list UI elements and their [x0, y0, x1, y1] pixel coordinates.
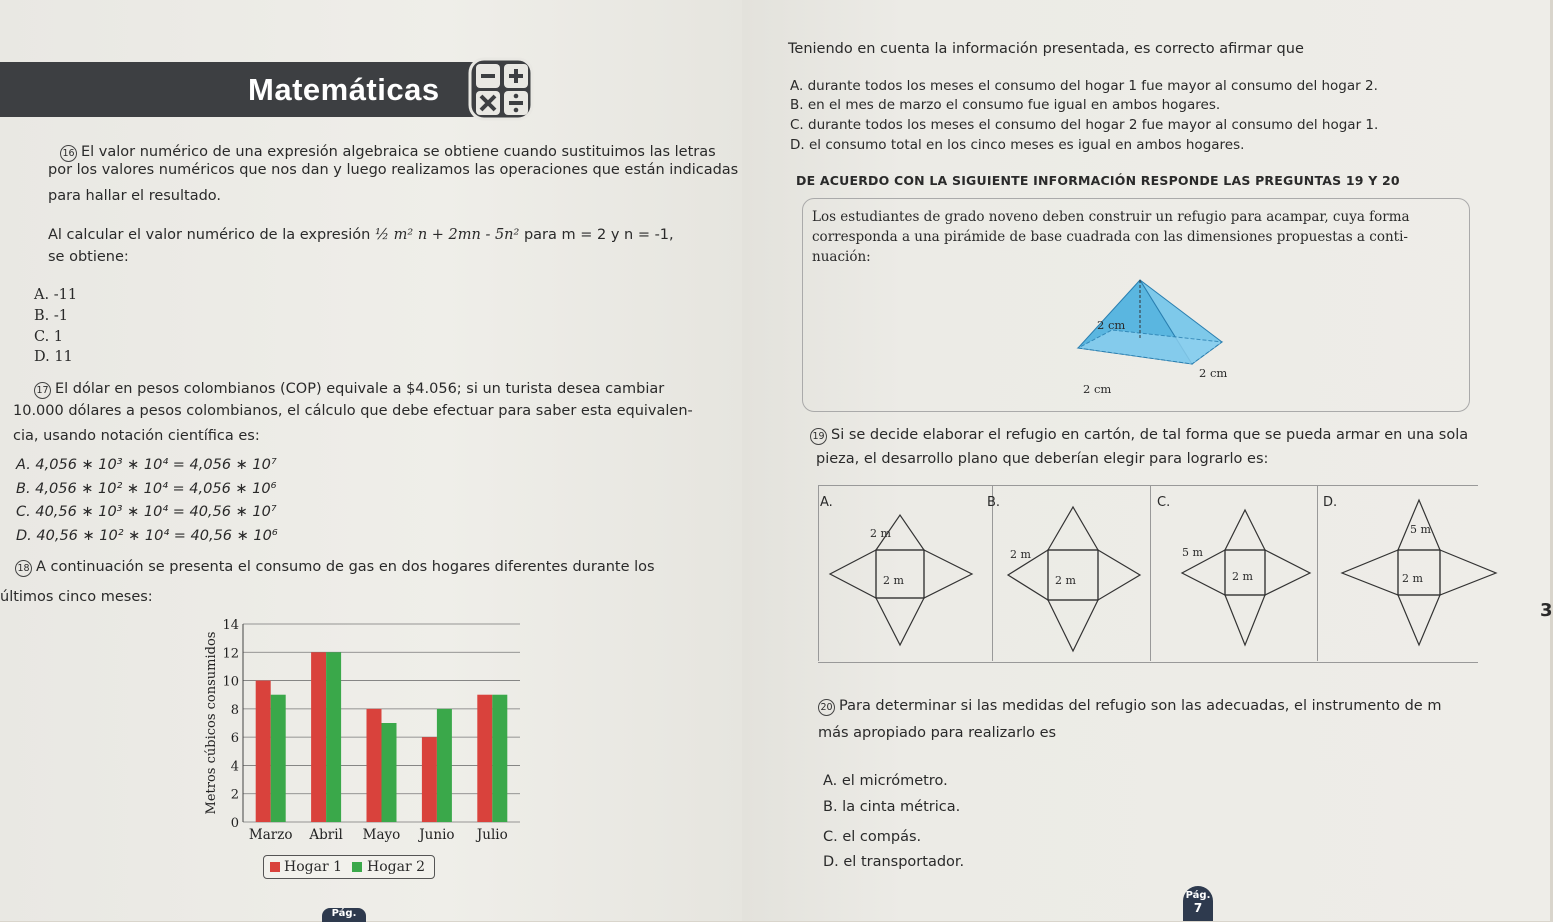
y-tick-label: 0: [230, 816, 239, 831]
grid-divider-3: [1317, 486, 1318, 661]
q20-number: 20: [818, 699, 835, 716]
q16-intro-line2: por los valores numéricos que nos dan y luego realizamos las operaciones que están indicadas: [48, 162, 739, 178]
pyramid-side-right-label: 2 cm: [1199, 366, 1228, 380]
section-heading: DE ACUERDO CON LA SIGUIENTE INFORMACIÓN RESPONDE LAS PREGUNTAS 19 Y 20: [796, 173, 1400, 188]
legend-swatch-hogar-2: [352, 862, 362, 872]
q17-option-a[interactable]: A. 4,056 ∗ 10³ ∗ 10⁴ = 4,056 ∗ 10⁷: [16, 457, 277, 473]
context-line1: Los estudiantes de grado noveno deben construir un refugio para acampar, cuya forma: [812, 209, 1410, 225]
pyramid-height-label: 2 cm: [1097, 318, 1126, 332]
q17-option-d[interactable]: D. 40,56 ∗ 10² ∗ 10⁴ = 40,56 ∗ 10⁶: [16, 528, 278, 544]
q17-option-b[interactable]: B. 4,056 ∗ 10² ∗ 10⁴ = 4,056 ∗ 10⁶: [16, 481, 277, 497]
q20-option-a[interactable]: A. el micrómetro.: [823, 773, 948, 789]
bar-hogar-1-julio: [477, 695, 492, 822]
y-tick-label: 12: [222, 646, 239, 662]
y-tick-label: 6: [230, 731, 239, 747]
x-tick-label: Abril: [309, 827, 343, 843]
bar-hogar-2-abril: [326, 652, 341, 822]
chart-legend: [263, 855, 435, 879]
x-tick-label: Junio: [419, 827, 455, 843]
q20-line2: más apropiado para realizarlo es: [818, 725, 1057, 741]
q16-option-c[interactable]: C. 1: [34, 329, 64, 345]
q17-option-c[interactable]: C. 40,56 ∗ 10³ ∗ 10⁴ = 40,56 ∗ 10⁷: [16, 504, 277, 520]
q16-intro-line1: 16 El valor numérico de una expresión algebraica se obtiene cuando sustituimos las letras: [60, 143, 716, 162]
right-page-label: Pág.: [1185, 890, 1211, 901]
net-b-top-label: 2 m: [1010, 548, 1031, 561]
bar-hogar-1-marzo: [256, 681, 271, 822]
x-tick-label: Marzo: [248, 827, 293, 843]
q18-number: 18: [15, 560, 32, 577]
net-d-square-label: 2 m: [1402, 572, 1423, 585]
q16-prompt: Al calcular el valor numérico de la expresión ½ m² n + 2mn - 5n² para m = 2 y n = -1,: [48, 227, 674, 243]
q20-option-d[interactable]: D. el transportador.: [823, 854, 965, 870]
edge-page-number: 3: [1540, 600, 1553, 621]
q16-option-d[interactable]: D. 11: [34, 349, 73, 365]
q18-option-c[interactable]: C. durante todos los meses el consumo del hogar 2 fue mayor al consumo del hogar 1.: [790, 117, 1379, 133]
context-line2: corresponda a una pirámide de base cuadrada con las dimensiones propuestas a conti-: [812, 229, 1408, 245]
q16-prompt-line2: se obtiene:: [48, 249, 129, 265]
q18-option-a[interactable]: A. durante todos los meses el consumo del hogar 1 fue mayor al consumo del hogar 2.: [790, 78, 1378, 94]
q17-number: 17: [34, 382, 51, 399]
bar-hogar-1-junio: [422, 737, 437, 822]
legend-label-hogar-1: Hogar 1: [284, 859, 342, 875]
q19-line1: 19 Si se decide elaborar el refugio en cartón, de tal forma que se pueda armar en una sola: [810, 426, 1468, 445]
bar-hogar-1-abril: [311, 652, 326, 822]
q18-option-b[interactable]: B. en el mes de marzo el consumo fue igual en ambos hogares.: [790, 97, 1221, 113]
subject-title: Matemáticas: [248, 72, 440, 107]
pyramid-side-front-label: 2 cm: [1083, 382, 1112, 396]
q16-expression: ½ m² n + 2mn - 5n²: [374, 227, 520, 243]
left-page: [0, 0, 742, 921]
q16-option-a[interactable]: A. -11: [34, 287, 78, 303]
bar-hogar-2-julio: [492, 695, 507, 822]
legend-swatch-hogar-1: [270, 862, 280, 872]
right-page-number: 7: [1193, 901, 1203, 915]
right-page-number-tab: [1183, 886, 1213, 921]
y-axis-label: Metros cúbicos consumidos: [204, 631, 219, 815]
grid-divider-0: [818, 486, 819, 661]
grid-divider-1: [992, 486, 993, 661]
q19-option-c-letter[interactable]: C.: [1157, 495, 1171, 510]
q19-option-d-letter[interactable]: D.: [1323, 495, 1338, 510]
net-a-top-label: 2 m: [870, 527, 891, 540]
q20-line1: 20 Para determinar si las medidas del refugio son las adecuadas, el instrumento de m: [818, 697, 1441, 716]
q16-option-b[interactable]: B. -1: [34, 308, 68, 324]
net-d-top-label: 5 m: [1410, 523, 1431, 536]
q17-line1: 17 El dólar en pesos colombianos (COP) equivale a $4.056; si un turista desea cambiar: [34, 380, 664, 399]
x-tick-label: Mayo: [362, 827, 401, 843]
x-tick-label: Julio: [476, 827, 508, 843]
q17-line2: 10.000 dólares a pesos colombianos, el cálculo que debe efectuar para saber esta equivalen-: [13, 403, 693, 419]
q16-intro-line3: para hallar el resultado.: [48, 188, 222, 204]
q20-option-b[interactable]: B. la cinta métrica.: [823, 799, 961, 815]
grid-divider-2: [1150, 486, 1151, 661]
y-tick-label: 2: [230, 787, 239, 803]
q19-option-b-letter[interactable]: B.: [987, 495, 1001, 510]
context-line3: nuación:: [812, 249, 871, 265]
bar-hogar-2-mayo: [382, 723, 397, 822]
q19-number: 19: [810, 428, 827, 445]
net-c-top-label: 5 m: [1182, 546, 1203, 559]
y-tick-label: 8: [230, 702, 239, 718]
bar-hogar-1-mayo: [367, 709, 382, 822]
bar-hogar-2-junio: [437, 709, 452, 822]
q18-line2: últimos cinco meses:: [0, 589, 153, 605]
q18-stem: Teniendo en cuenta la información presentada, es correcto afirmar que: [788, 41, 1304, 57]
q16-number: 16: [60, 145, 77, 162]
q19-line2: pieza, el desarrollo plano que deberían elegir para lograrlo es:: [816, 451, 1269, 467]
q18-option-d[interactable]: D. el consumo total en los cinco meses es igual en ambos hogares.: [790, 137, 1245, 153]
y-tick-label: 4: [230, 759, 239, 775]
q20-option-c[interactable]: C. el compás.: [823, 829, 922, 845]
q18-line1: 18 A continuación se presenta el consumo de gas en dos hogares diferentes durante los: [15, 558, 655, 577]
math-operators-icon: [462, 56, 540, 122]
y-tick-label: 14: [222, 618, 239, 633]
y-tick-label: 10: [222, 674, 239, 690]
net-c-square-label: 2 m: [1232, 570, 1253, 583]
net-a-square-label: 2 m: [883, 574, 904, 587]
bar-hogar-2-marzo: [271, 695, 286, 822]
left-page-number-tab: Pág.: [322, 908, 366, 922]
q19-option-a-letter[interactable]: A.: [820, 495, 833, 510]
gas-consumption-chart: [185, 612, 530, 857]
q17-line3: cia, usando notación científica es:: [13, 428, 260, 444]
legend-label-hogar-2: Hogar 2: [367, 859, 425, 875]
net-b-square-label: 2 m: [1055, 574, 1076, 587]
